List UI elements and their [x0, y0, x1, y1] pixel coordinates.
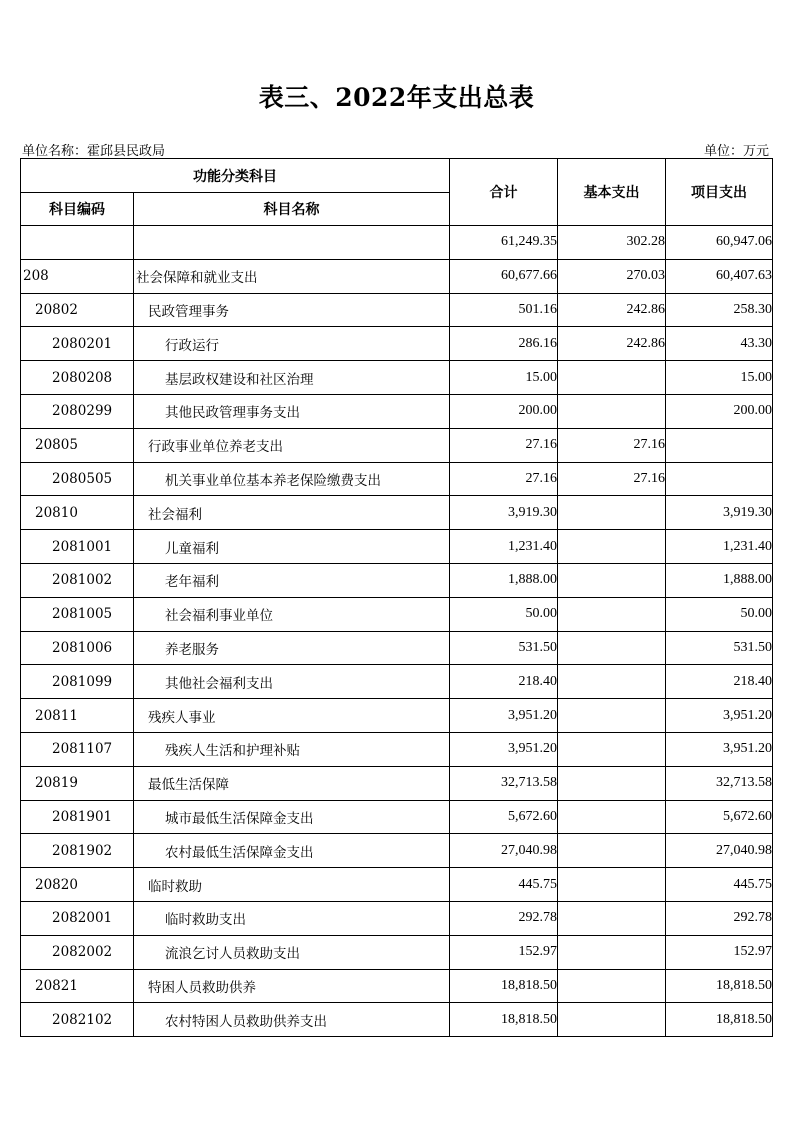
cell-basic: 302.28 [558, 226, 666, 260]
cell-basic [558, 868, 666, 902]
cell-total: 218.40 [450, 665, 558, 699]
expenditure-table [20, 158, 773, 1037]
table-row [21, 834, 773, 868]
cell-code: 208 [21, 259, 134, 293]
cell-name: 儿童福利 [134, 530, 450, 564]
cell-code: 2082102 [21, 1003, 134, 1037]
cell-total: 18,818.50 [450, 969, 558, 1003]
page-title: 表三、2022年支出总表 [258, 83, 535, 112]
cell-total: 27.16 [450, 462, 558, 496]
cell-code: 2081902 [21, 834, 134, 868]
table-row [21, 732, 773, 766]
cell-project: 18,818.50 [666, 969, 773, 1003]
table-row [21, 563, 773, 597]
unit-name-label: 单位名称：霍邱县民政局 [22, 144, 166, 159]
cell-code: 20811 [21, 699, 134, 733]
cell-project: 1,231.40 [666, 530, 773, 564]
cell-total: 3,919.30 [450, 496, 558, 530]
cell-name: 特困人员救助供养 [134, 969, 450, 1003]
cell-project: 445.75 [666, 868, 773, 902]
cell-name: 社会福利 [134, 496, 450, 530]
cell-project: 27,040.98 [666, 834, 773, 868]
cell-code: 2081001 [21, 530, 134, 564]
cell-basic [558, 361, 666, 395]
cell-code: 2081099 [21, 665, 134, 699]
cell-basic [558, 834, 666, 868]
cell-total: 501.16 [450, 293, 558, 327]
unit-label: 单位：万元 [703, 144, 769, 159]
cell-basic: 242.86 [558, 293, 666, 327]
cell-name: 社会保障和就业支出 [134, 259, 450, 293]
cell-project: 60,947.06 [666, 226, 773, 260]
cell-name: 行政事业单位养老支出 [134, 428, 450, 462]
cell-basic: 242.86 [558, 327, 666, 361]
cell-name: 残疾人事业 [134, 699, 450, 733]
table-row [21, 496, 773, 530]
cell-total: 3,951.20 [450, 699, 558, 733]
table-body [21, 226, 773, 1037]
header-total: 合计 [450, 159, 558, 226]
table-row [21, 259, 773, 293]
cell-basic [558, 766, 666, 800]
cell-name [134, 226, 450, 260]
cell-project: 50.00 [666, 597, 773, 631]
cell-project: 258.30 [666, 293, 773, 327]
cell-name: 老年福利 [134, 563, 450, 597]
cell-name: 最低生活保障 [134, 766, 450, 800]
cell-basic [558, 496, 666, 530]
cell-project: 1,888.00 [666, 563, 773, 597]
cell-project: 43.30 [666, 327, 773, 361]
cell-code: 2081107 [21, 732, 134, 766]
cell-project: 15.00 [666, 361, 773, 395]
cell-name: 行政运行 [134, 327, 450, 361]
cell-total: 1,231.40 [450, 530, 558, 564]
cell-project: 3,951.20 [666, 699, 773, 733]
cell-total: 3,951.20 [450, 732, 558, 766]
cell-total: 50.00 [450, 597, 558, 631]
cell-total: 61,249.35 [450, 226, 558, 260]
cell-code: 2081002 [21, 563, 134, 597]
table-row [21, 935, 773, 969]
cell-code [21, 226, 134, 260]
cell-basic [558, 631, 666, 665]
table-row [21, 901, 773, 935]
table-row [21, 462, 773, 496]
table-row [21, 665, 773, 699]
cell-project: 200.00 [666, 394, 773, 428]
cell-total: 27.16 [450, 428, 558, 462]
table-row [21, 766, 773, 800]
cell-basic: 27.16 [558, 462, 666, 496]
cell-code: 20802 [21, 293, 134, 327]
cell-basic [558, 969, 666, 1003]
table-row [21, 293, 773, 327]
cell-name: 农村最低生活保障金支出 [134, 834, 450, 868]
cell-project: 5,672.60 [666, 800, 773, 834]
header-name: 科目名称 [134, 193, 450, 226]
cell-total: 200.00 [450, 394, 558, 428]
cell-basic [558, 394, 666, 428]
cell-code: 20819 [21, 766, 134, 800]
cell-basic: 270.03 [558, 259, 666, 293]
cell-name: 农村特困人员救助供养支出 [134, 1003, 450, 1037]
cell-code: 2080505 [21, 462, 134, 496]
cell-total: 60,677.66 [450, 259, 558, 293]
cell-code: 2081005 [21, 597, 134, 631]
cell-code: 2081901 [21, 800, 134, 834]
cell-total: 32,713.58 [450, 766, 558, 800]
cell-name: 基层政权建设和社区治理 [134, 361, 450, 395]
cell-code: 20821 [21, 969, 134, 1003]
table-row [21, 428, 773, 462]
cell-basic [558, 530, 666, 564]
cell-project: 3,951.20 [666, 732, 773, 766]
cell-name: 城市最低生活保障金支出 [134, 800, 450, 834]
cell-basic [558, 901, 666, 935]
header-func-category: 功能分类科目 [21, 159, 450, 193]
cell-name: 其他民政管理事务支出 [134, 394, 450, 428]
table-row [21, 699, 773, 733]
cell-name: 临时救助支出 [134, 901, 450, 935]
cell-project [666, 428, 773, 462]
table-row [21, 226, 773, 260]
cell-project: 218.40 [666, 665, 773, 699]
cell-basic [558, 563, 666, 597]
table-row [21, 327, 773, 361]
cell-project: 3,919.30 [666, 496, 773, 530]
cell-name: 机关事业单位基本养老保险缴费支出 [134, 462, 450, 496]
cell-name: 临时救助 [134, 868, 450, 902]
cell-project [666, 462, 773, 496]
cell-code: 20805 [21, 428, 134, 462]
cell-name: 社会福利事业单位 [134, 597, 450, 631]
cell-name: 流浪乞讨人员救助支出 [134, 935, 450, 969]
cell-code: 2080299 [21, 394, 134, 428]
cell-project: 152.97 [666, 935, 773, 969]
cell-name: 民政管理事务 [134, 293, 450, 327]
cell-project: 531.50 [666, 631, 773, 665]
cell-code: 20820 [21, 868, 134, 902]
cell-total: 445.75 [450, 868, 558, 902]
cell-total: 152.97 [450, 935, 558, 969]
cell-name: 残疾人生活和护理补贴 [134, 732, 450, 766]
cell-total: 15.00 [450, 361, 558, 395]
cell-name: 养老服务 [134, 631, 450, 665]
cell-name: 其他社会福利支出 [134, 665, 450, 699]
cell-basic [558, 732, 666, 766]
table-row [21, 800, 773, 834]
cell-code: 2080208 [21, 361, 134, 395]
header-code: 科目编码 [21, 193, 134, 226]
cell-basic [558, 1003, 666, 1037]
cell-project: 32,713.58 [666, 766, 773, 800]
cell-project: 60,407.63 [666, 259, 773, 293]
cell-total: 286.16 [450, 327, 558, 361]
cell-basic: 27.16 [558, 428, 666, 462]
table-row [21, 1003, 773, 1037]
cell-project: 18,818.50 [666, 1003, 773, 1037]
table-row [21, 361, 773, 395]
cell-total: 18,818.50 [450, 1003, 558, 1037]
cell-code: 2082002 [21, 935, 134, 969]
cell-basic [558, 699, 666, 733]
cell-code: 2082001 [21, 901, 134, 935]
table-row [21, 868, 773, 902]
cell-project: 292.78 [666, 901, 773, 935]
table-row [21, 530, 773, 564]
cell-total: 5,672.60 [450, 800, 558, 834]
table-row [21, 969, 773, 1003]
cell-basic [558, 800, 666, 834]
cell-total: 1,888.00 [450, 563, 558, 597]
cell-basic [558, 665, 666, 699]
cell-code: 20810 [21, 496, 134, 530]
cell-total: 27,040.98 [450, 834, 558, 868]
cell-total: 292.78 [450, 901, 558, 935]
header-project: 项目支出 [666, 159, 773, 226]
header-basic: 基本支出 [558, 159, 666, 226]
table-row [21, 631, 773, 665]
cell-basic [558, 935, 666, 969]
table-row [21, 597, 773, 631]
cell-code: 2081006 [21, 631, 134, 665]
cell-code: 2080201 [21, 327, 134, 361]
table-row [21, 394, 773, 428]
cell-total: 531.50 [450, 631, 558, 665]
cell-basic [558, 597, 666, 631]
